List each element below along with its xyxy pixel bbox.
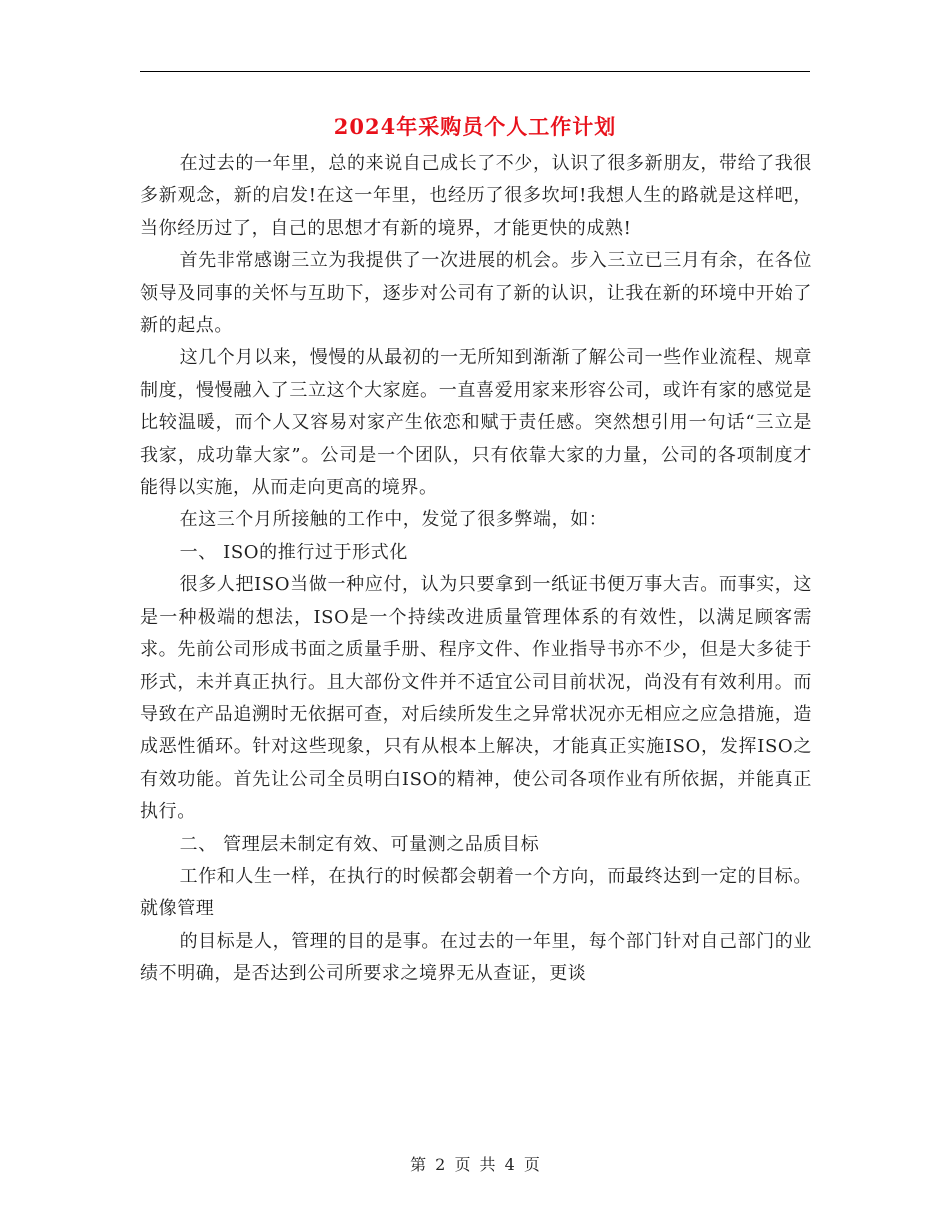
- paragraph-drawbacks-intro: 在这三个月所接触的工作中，发觉了很多弊端，如：: [179, 509, 608, 531]
- paragraph-management-goals: 的目标是人，管理的目的是事。在过去的一年里，每个部门针对自己部门的业绩不明确，是否达到公司所要求之境界无从查证，更谈: [140, 930, 812, 985]
- paragraph-iso: 很多人把ISO当做一种应付，认为只要拿到一纸证书便万事大吉。而事实，这是一种极端的想法，ISO是一个持续改进质量管理体系的有效性，以满足顾客需求。先前公司形成书面之质量手册、程序文件、作业指导书亦不少，但是大多徒于形式，未并真正执行。且大部份文件并不适宜公司目前状况，尚没有有效利用。而导致在产品追溯时无依据可查，对后续所发生之异常状况亦无相应之应急措施，造成恶性循环。针对这些现象，只有从根本上解决，才能真正实施ISO，发挥ISO之有效功能。首先让公司全员明白ISO的精神，使公司各项作业有所依据，并能真正执行。: [140, 574, 812, 823]
- page-number: 第 2 页 共 4 页: [410, 1155, 540, 1174]
- paragraph-work-life: 工作和人生一样，在执行的时候都会朝着一个方向，而最终达到一定的目标。就像管理: [140, 865, 812, 920]
- header-rule: [140, 71, 810, 72]
- section-heading-quality-goals: 二、 管理层未制定有效、可量测之品质目标: [179, 833, 540, 855]
- paragraph-intro: 在过去的一年里，总的来说自己成长了不少，认识了很多新朋友，带给了我很多新观念，新的启发!在这一年里，也经历了很多坎坷!我想人生的路就是这样吧，当你经历过了，自己的思想才有新的境界，才能更快的成熟!: [140, 153, 812, 239]
- paragraph-thanks: 首先非常感谢三立为我提供了一次进展的机会。步入三立已三月有余，在各位领导及同事的关怀与互助下，逐步对公司有了新的认识，让我在新的环境中开始了新的起点。: [140, 250, 812, 337]
- section-heading-iso: 一、 ISO的推行过于形式化: [179, 541, 408, 563]
- document-body: [140, 148, 812, 991]
- document-title: 2024年采购员个人工作计划: [333, 114, 617, 139]
- paragraph-months: 这几个月以来，慢慢的从最初的一无所知到渐渐了解公司一些作业流程、规章制度，慢慢融入了三立这个大家庭。一直喜爱用家来形容公司，或许有家的感觉是比较温暖，而个人又容易对家产生依恋和赋于责任感。突然想引用一句话“三立是我家，成功靠大家”。公司是一个团队，只有依靠大家的力量，公司的各项制度才能得以实施，从而走向更高的境界。: [140, 347, 812, 499]
